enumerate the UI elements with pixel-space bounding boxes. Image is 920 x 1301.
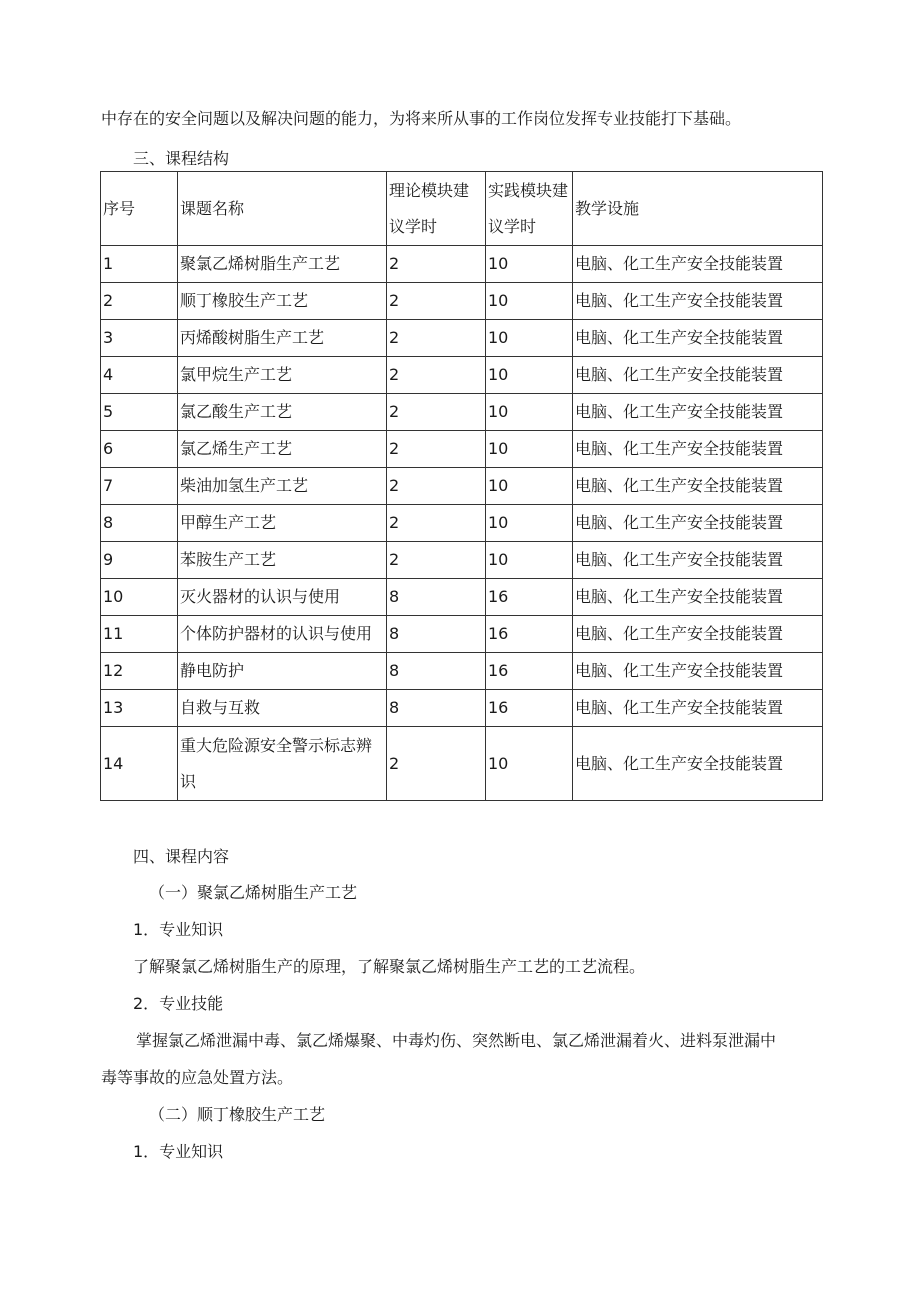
table-row [101,727,823,801]
theory-hours: 2 [387,431,486,468]
practice-hours: 10 [486,246,573,283]
theory-hours: 2 [387,246,486,283]
row-number: 11 [101,616,178,653]
row-number: 5 [101,394,178,431]
row-number: 2 [101,283,178,320]
theory-hours: 2 [387,283,486,320]
practice-hours: 10 [486,727,573,801]
item-label-knowledge: 1．专业知识 [133,920,224,939]
teaching-facility: 电脑、化工生产安全技能装置 [573,320,823,357]
teaching-facility: 电脑、化工生产安全技能装置 [573,690,823,727]
topic-name: 丙烯酸树脂生产工艺 [178,320,387,357]
teaching-facility: 电脑、化工生产安全技能装置 [573,727,823,801]
teaching-facility: 电脑、化工生产安全技能装置 [573,653,823,690]
theory-hours: 2 [387,394,486,431]
header-no: 序号 [101,172,178,246]
theory-hours: 2 [387,468,486,505]
teaching-facility: 电脑、化工生产安全技能装置 [573,431,823,468]
item-label-knowledge-2: 1．专业知识 [133,1142,224,1161]
table-row [101,579,823,616]
topic-name: 氯乙烯生产工艺 [178,431,387,468]
row-number: 6 [101,431,178,468]
theory-hours: 2 [387,505,486,542]
topic-name: 顺丁橡胶生产工艺 [178,283,387,320]
teaching-facility: 电脑、化工生产安全技能装置 [573,283,823,320]
item-text-skills-line1: 掌握氯乙烯泄漏中毒、氯乙烯爆聚、中毒灼伤、突然断电、氯乙烯泄漏着火、进料泵泄漏中 [136,1031,777,1050]
item-text-knowledge: 了解聚氯乙烯树脂生产的原理，了解聚氯乙烯树脂生产工艺的工艺流程。 [133,957,646,976]
topic-name: 氯甲烷生产工艺 [178,357,387,394]
row-number: 3 [101,320,178,357]
theory-hours: 8 [387,616,486,653]
theory-hours: 8 [387,579,486,616]
table-header-row [101,172,823,246]
practice-hours: 10 [486,357,573,394]
teaching-facility: 电脑、化工生产安全技能装置 [573,616,823,653]
practice-hours: 10 [486,431,573,468]
practice-hours: 10 [486,468,573,505]
row-number: 12 [101,653,178,690]
teaching-facility: 电脑、化工生产安全技能装置 [573,468,823,505]
theory-hours: 2 [387,542,486,579]
theory-hours: 2 [387,727,486,801]
header-name: 课题名称 [178,172,387,246]
row-number: 14 [101,727,178,801]
theory-hours: 2 [387,320,486,357]
row-number: 4 [101,357,178,394]
teaching-facility: 电脑、化工生产安全技能装置 [573,394,823,431]
table-row [101,357,823,394]
table-row [101,246,823,283]
practice-hours: 10 [486,320,573,357]
topic-name: 甲醇生产工艺 [178,505,387,542]
practice-hours: 16 [486,616,573,653]
teaching-facility: 电脑、化工生产安全技能装置 [573,579,823,616]
practice-hours: 10 [486,394,573,431]
table-row [101,320,823,357]
table-row [101,653,823,690]
teaching-facility: 电脑、化工生产安全技能装置 [573,505,823,542]
topic-name: 静电防护 [178,653,387,690]
topic-name: 氯乙酸生产工艺 [178,394,387,431]
table-row [101,542,823,579]
table-row [101,505,823,542]
practice-hours: 10 [486,542,573,579]
table-row [101,690,823,727]
header-facility: 教学设施 [573,172,823,246]
practice-hours: 16 [486,579,573,616]
table-row [101,283,823,320]
row-number: 9 [101,542,178,579]
header-theory-hours: 理论模块建议学时 [387,172,486,246]
section-heading-course-content: 四、课程内容 [133,847,230,866]
item-label-skills: 2．专业技能 [133,994,224,1013]
intro-paragraph-tail: 中存在的安全问题以及解决问题的能力，为将来所从事的工作岗位发挥专业技能打下基础。 [101,109,742,128]
theory-hours: 8 [387,690,486,727]
section-heading-course-structure: 三、课程结构 [133,149,230,168]
practice-hours: 10 [486,505,573,542]
teaching-facility: 电脑、化工生产安全技能装置 [573,357,823,394]
topic-name: 聚氯乙烯树脂生产工艺 [178,246,387,283]
table-row [101,616,823,653]
table-row [101,468,823,505]
topic-name: 柴油加氢生产工艺 [178,468,387,505]
topic-name: 自救与互救 [178,690,387,727]
item-text-skills-line2: 毒等事故的应急处置方法。 [101,1068,294,1087]
topic-name: 苯胺生产工艺 [178,542,387,579]
practice-hours: 10 [486,283,573,320]
teaching-facility: 电脑、化工生产安全技能装置 [573,246,823,283]
header-practice-hours: 实践模块建议学时 [486,172,573,246]
practice-hours: 16 [486,653,573,690]
topic-name: 重大危险源安全警示标志辨识 [178,727,387,801]
row-number: 1 [101,246,178,283]
theory-hours: 8 [387,653,486,690]
subsection-heading-pvc: （一）聚氯乙烯树脂生产工艺 [149,883,358,902]
practice-hours: 16 [486,690,573,727]
course-structure-table [100,171,823,801]
teaching-facility: 电脑、化工生产安全技能装置 [573,542,823,579]
subsection-heading-butadiene-rubber: （二）顺丁橡胶生产工艺 [149,1105,326,1124]
row-number: 10 [101,579,178,616]
row-number: 8 [101,505,178,542]
topic-name: 个体防护器材的认识与使用 [178,616,387,653]
table-row [101,431,823,468]
theory-hours: 2 [387,357,486,394]
row-number: 13 [101,690,178,727]
topic-name: 灭火器材的认识与使用 [178,579,387,616]
table-row [101,394,823,431]
row-number: 7 [101,468,178,505]
